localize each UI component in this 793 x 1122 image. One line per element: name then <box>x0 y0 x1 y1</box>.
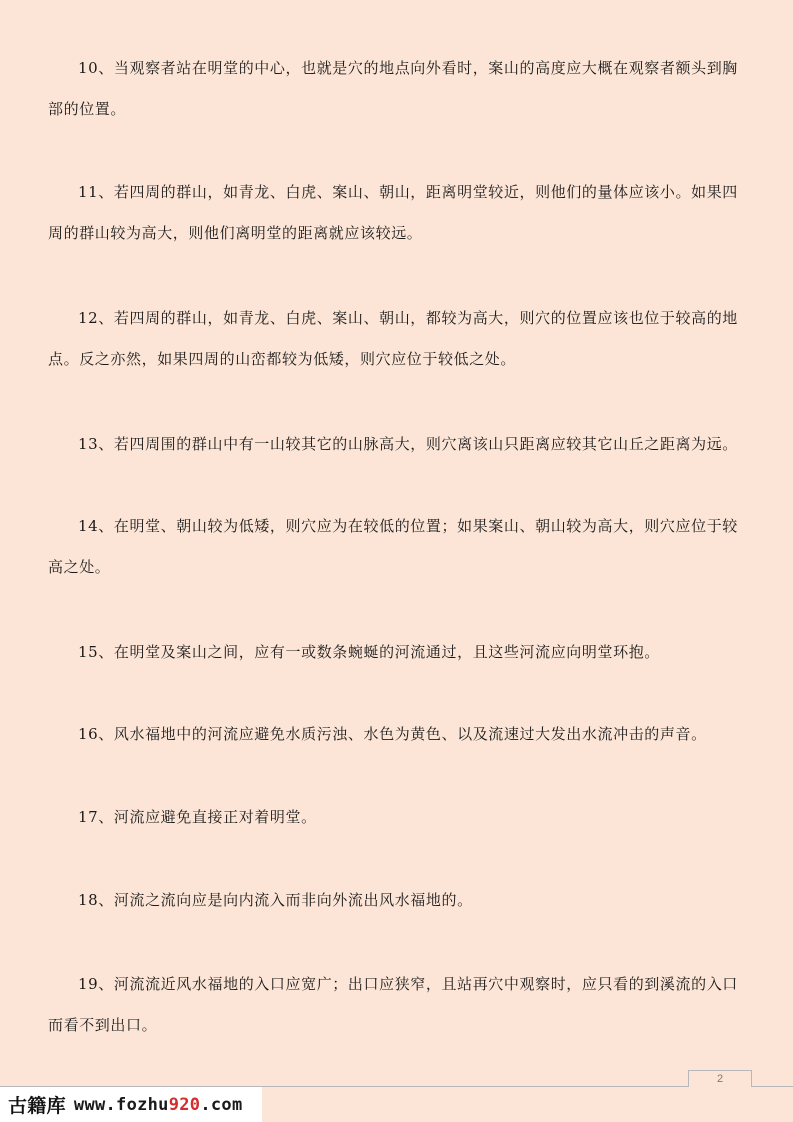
watermark-banner <box>0 1087 262 1122</box>
paragraph-17: 17、河流应避免直接正对着明堂。 <box>78 808 317 826</box>
paragraph-11: 11、若四周的群山，如青龙、白虎、案山、朝山，距离明堂较近，则他们的量体应该小。如果四周的群山较为高大，则他们离明堂的距离就应该较远。 <box>48 183 738 242</box>
watermark-url-suffix: .com <box>200 1094 243 1115</box>
watermark-url-prefix: www.fozhu <box>73 1094 169 1115</box>
paragraph-13: 13、若四周围的群山中有一山较其它的山脉高大，则穴离该山只距离应较其它山丘之距离为远。 <box>78 435 738 453</box>
page-number: 2 <box>716 1073 724 1085</box>
paragraph-10: 10、当观察者站在明堂的中心，也就是穴的地点向外看时，案山的高度应大概在观察者额头到胸部的位置。 <box>48 59 738 118</box>
watermark-brand: 古籍库 <box>8 1095 66 1117</box>
paragraph-14: 14、在明堂、朝山较为低矮，则穴应为在较低的位置；如果案山、朝山较为高大，则穴应位于较高之处。 <box>48 517 738 576</box>
paragraph-19: 19、河流流近风水福地的入口应宽广；出口应狭窄，且站再穴中观察时，应只看的到溪流的入口而看不到出口。 <box>48 975 738 1034</box>
watermark-url-highlight: 920 <box>168 1094 201 1115</box>
watermark-url <box>74 1095 243 1115</box>
paragraph-12: 12、若四周的群山，如青龙、白虎、案山、朝山，都较为高大，则穴的位置应该也位于较高的地点。反之亦然，如果四周的山峦都较为低矮，则穴应位于较低之处。 <box>48 309 738 368</box>
paragraph-18: 18、河流之流向应是向内流入而非向外流出风水福地的。 <box>78 891 473 909</box>
page-number-box <box>688 1070 752 1087</box>
paragraph-16: 16、风水福地中的河流应避免水质污浊、水色为黄色、以及流速过大发出水流冲击的声音。 <box>78 725 707 743</box>
paragraph-15: 15、在明堂及案山之间，应有一或数条蜿蜒的河流通过，且这些河流应向明堂环抱。 <box>78 643 660 661</box>
